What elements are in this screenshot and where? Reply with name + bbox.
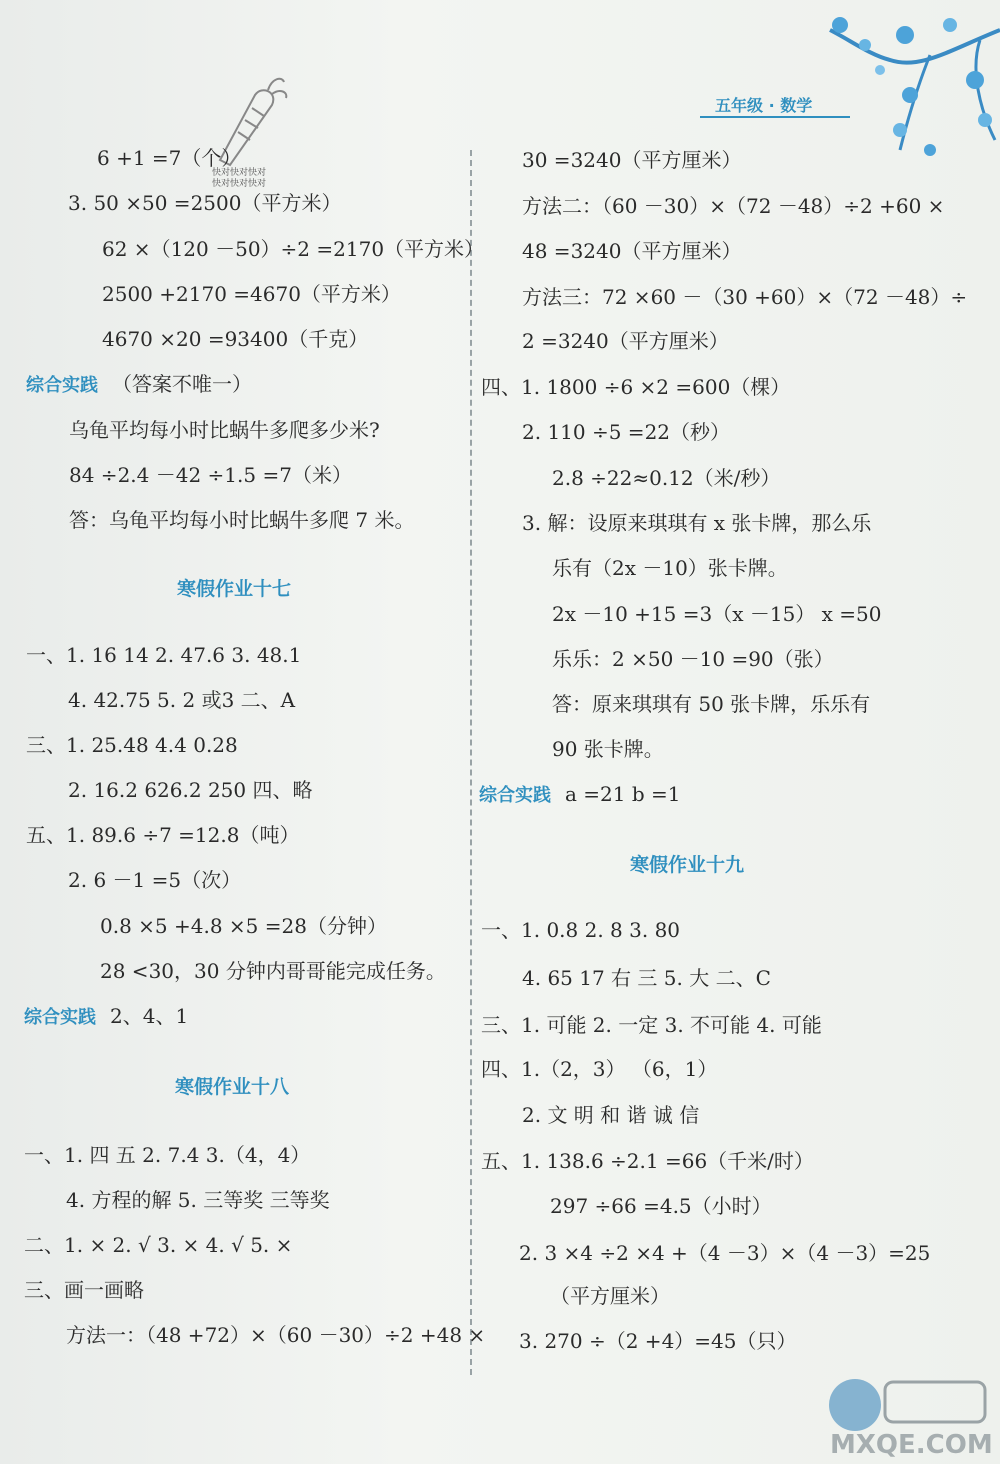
practice-text: 2、4、1: [110, 1004, 189, 1028]
answer-line: 一、1. 16 14 2. 47.6 3. 48.1: [26, 643, 302, 667]
answer-line: 4. 方程的解 5. 三等奖 三等奖: [66, 1188, 330, 1212]
practice-text: a =21 b =1: [565, 782, 681, 806]
answer-line: 四、1.（2，3） （6，1）: [481, 1057, 718, 1081]
answer-line: 三、1. 可能 2. 一定 3. 不可能 4. 可能: [481, 1013, 822, 1037]
answer-line: 84 ÷2.4 －42 ÷1.5 =7（米）: [69, 463, 352, 487]
answer-line: 一、1. 0.8 2. 8 3. 80: [481, 918, 681, 942]
answer-line: 2 =3240（平方厘米）: [522, 329, 729, 353]
stamp-line: 快对快对快对: [212, 168, 267, 178]
answer-line: 297 ÷66 =4.5（小时）: [550, 1194, 772, 1218]
answer-line: 90 张卡牌。: [552, 737, 664, 761]
answer-line: 二、1. × 2. √ 3. × 4. √ 5. ×: [24, 1233, 293, 1257]
answer-line: 方法三：72 ×60 －（30 +60）×（72 －48）÷: [522, 285, 968, 309]
answer-line: 28 <30，30 分钟内哥哥能完成任务。: [100, 959, 446, 983]
answer-line: 2.8 ÷22≈0.12（米/秒）: [552, 466, 781, 490]
plum-branch-decoration: [780, 0, 1000, 180]
answer-line: 48 =3240（平方厘米）: [522, 239, 742, 263]
answer-line: 五、1. 89.6 ÷7 =12.8（吨）: [26, 823, 300, 847]
answer-line: 2x －10 +15 =3（x －15） x =50: [552, 602, 882, 626]
answer-line: 三、1. 25.48 4.4 0.28: [26, 733, 238, 757]
answer-line: 答：原来琪琪有 50 张卡牌，乐乐有: [552, 692, 871, 716]
practice-label: 综合实践: [26, 375, 98, 396]
answer-line: 方法一：（48 +72）×（60 －30）÷2 +48 ×: [66, 1323, 486, 1347]
answer-line: 6 +1 =7（个）: [97, 146, 242, 170]
answer-line: 三、画一画略: [24, 1278, 144, 1302]
practice-line: [26, 371, 252, 399]
answer-line: 乐乐：2 ×50 －10 =90（张）: [552, 647, 834, 671]
section-title: 寒假作业十九: [630, 854, 745, 876]
answer-line: 乐有（2x －10）张卡牌。: [552, 556, 788, 580]
answer-line: 30 =3240（平方厘米）: [522, 148, 742, 172]
practice-text: （答案不唯一）: [112, 372, 252, 396]
answer-line: 2. 3 ×4 ÷2 ×4 +（4 －3）×（4 －3）=25: [519, 1241, 931, 1265]
answer-line: 2. 16.2 626.2 250 四、略: [68, 778, 313, 802]
answer-line: （平方厘米）: [550, 1284, 670, 1308]
answer-line: 4. 65 17 右 三 5. 大 二、C: [522, 966, 771, 990]
stamp-line: 快对快对快对: [212, 179, 267, 189]
answer-line: 62 ×（120 －50）÷2 =2170（平方米）: [102, 237, 485, 261]
watermark-text: MXQE.COM: [830, 1430, 993, 1460]
answer-line: 2500 +2170 =4670（平方米）: [102, 282, 401, 306]
answer-line: 答：乌龟平均每小时比蜗牛多爬 7 米。: [69, 508, 415, 532]
answer-line: 2. 文 明 和 谐 诚 信: [522, 1103, 700, 1127]
practice-line: [24, 1003, 188, 1031]
answer-line: 3. 解：设原来琪琪有 x 张卡牌，那么乐: [522, 511, 872, 535]
answer-line: 方法二：（60 －30）×（72 －48）÷2 +60 ×: [522, 194, 945, 218]
column-divider: [470, 150, 472, 1375]
answer-line: 2. 6 －1 =5（次）: [68, 868, 242, 892]
answer-line: 4670 ×20 =93400（千克）: [102, 327, 369, 351]
answer-line: 四、1. 1800 ÷6 ×2 =600（棵）: [481, 375, 791, 399]
answer-line: 3. 50 ×50 =2500（平方米）: [68, 191, 342, 215]
answer-line: 4. 42.75 5. 2 或3 二、A: [68, 688, 296, 712]
grade-subject-header: 五年级 · 数学: [715, 96, 813, 115]
practice-label: 综合实践: [24, 1007, 96, 1028]
section-title: 寒假作业十七: [177, 578, 292, 600]
answer-line: 0.8 ×5 +4.8 ×5 =28（分钟）: [100, 914, 387, 938]
header-rule: [700, 116, 850, 118]
stamp-text: [212, 168, 266, 190]
answer-line: 3. 270 ÷（2 +4）=45（只）: [519, 1329, 797, 1353]
practice-line: [479, 781, 681, 809]
answer-line: 2. 110 ÷5 =22（秒）: [522, 420, 731, 444]
answer-line: 一、1. 四 五 2. 7.4 3.（4，4）: [24, 1143, 311, 1167]
answer-line: 乌龟平均每小时比蜗牛多爬多少米?: [69, 418, 380, 442]
answer-line: 五、1. 138.6 ÷2.1 =66（千米/时）: [481, 1149, 814, 1173]
practice-label: 综合实践: [479, 785, 551, 806]
section-title: 寒假作业十八: [175, 1076, 290, 1098]
